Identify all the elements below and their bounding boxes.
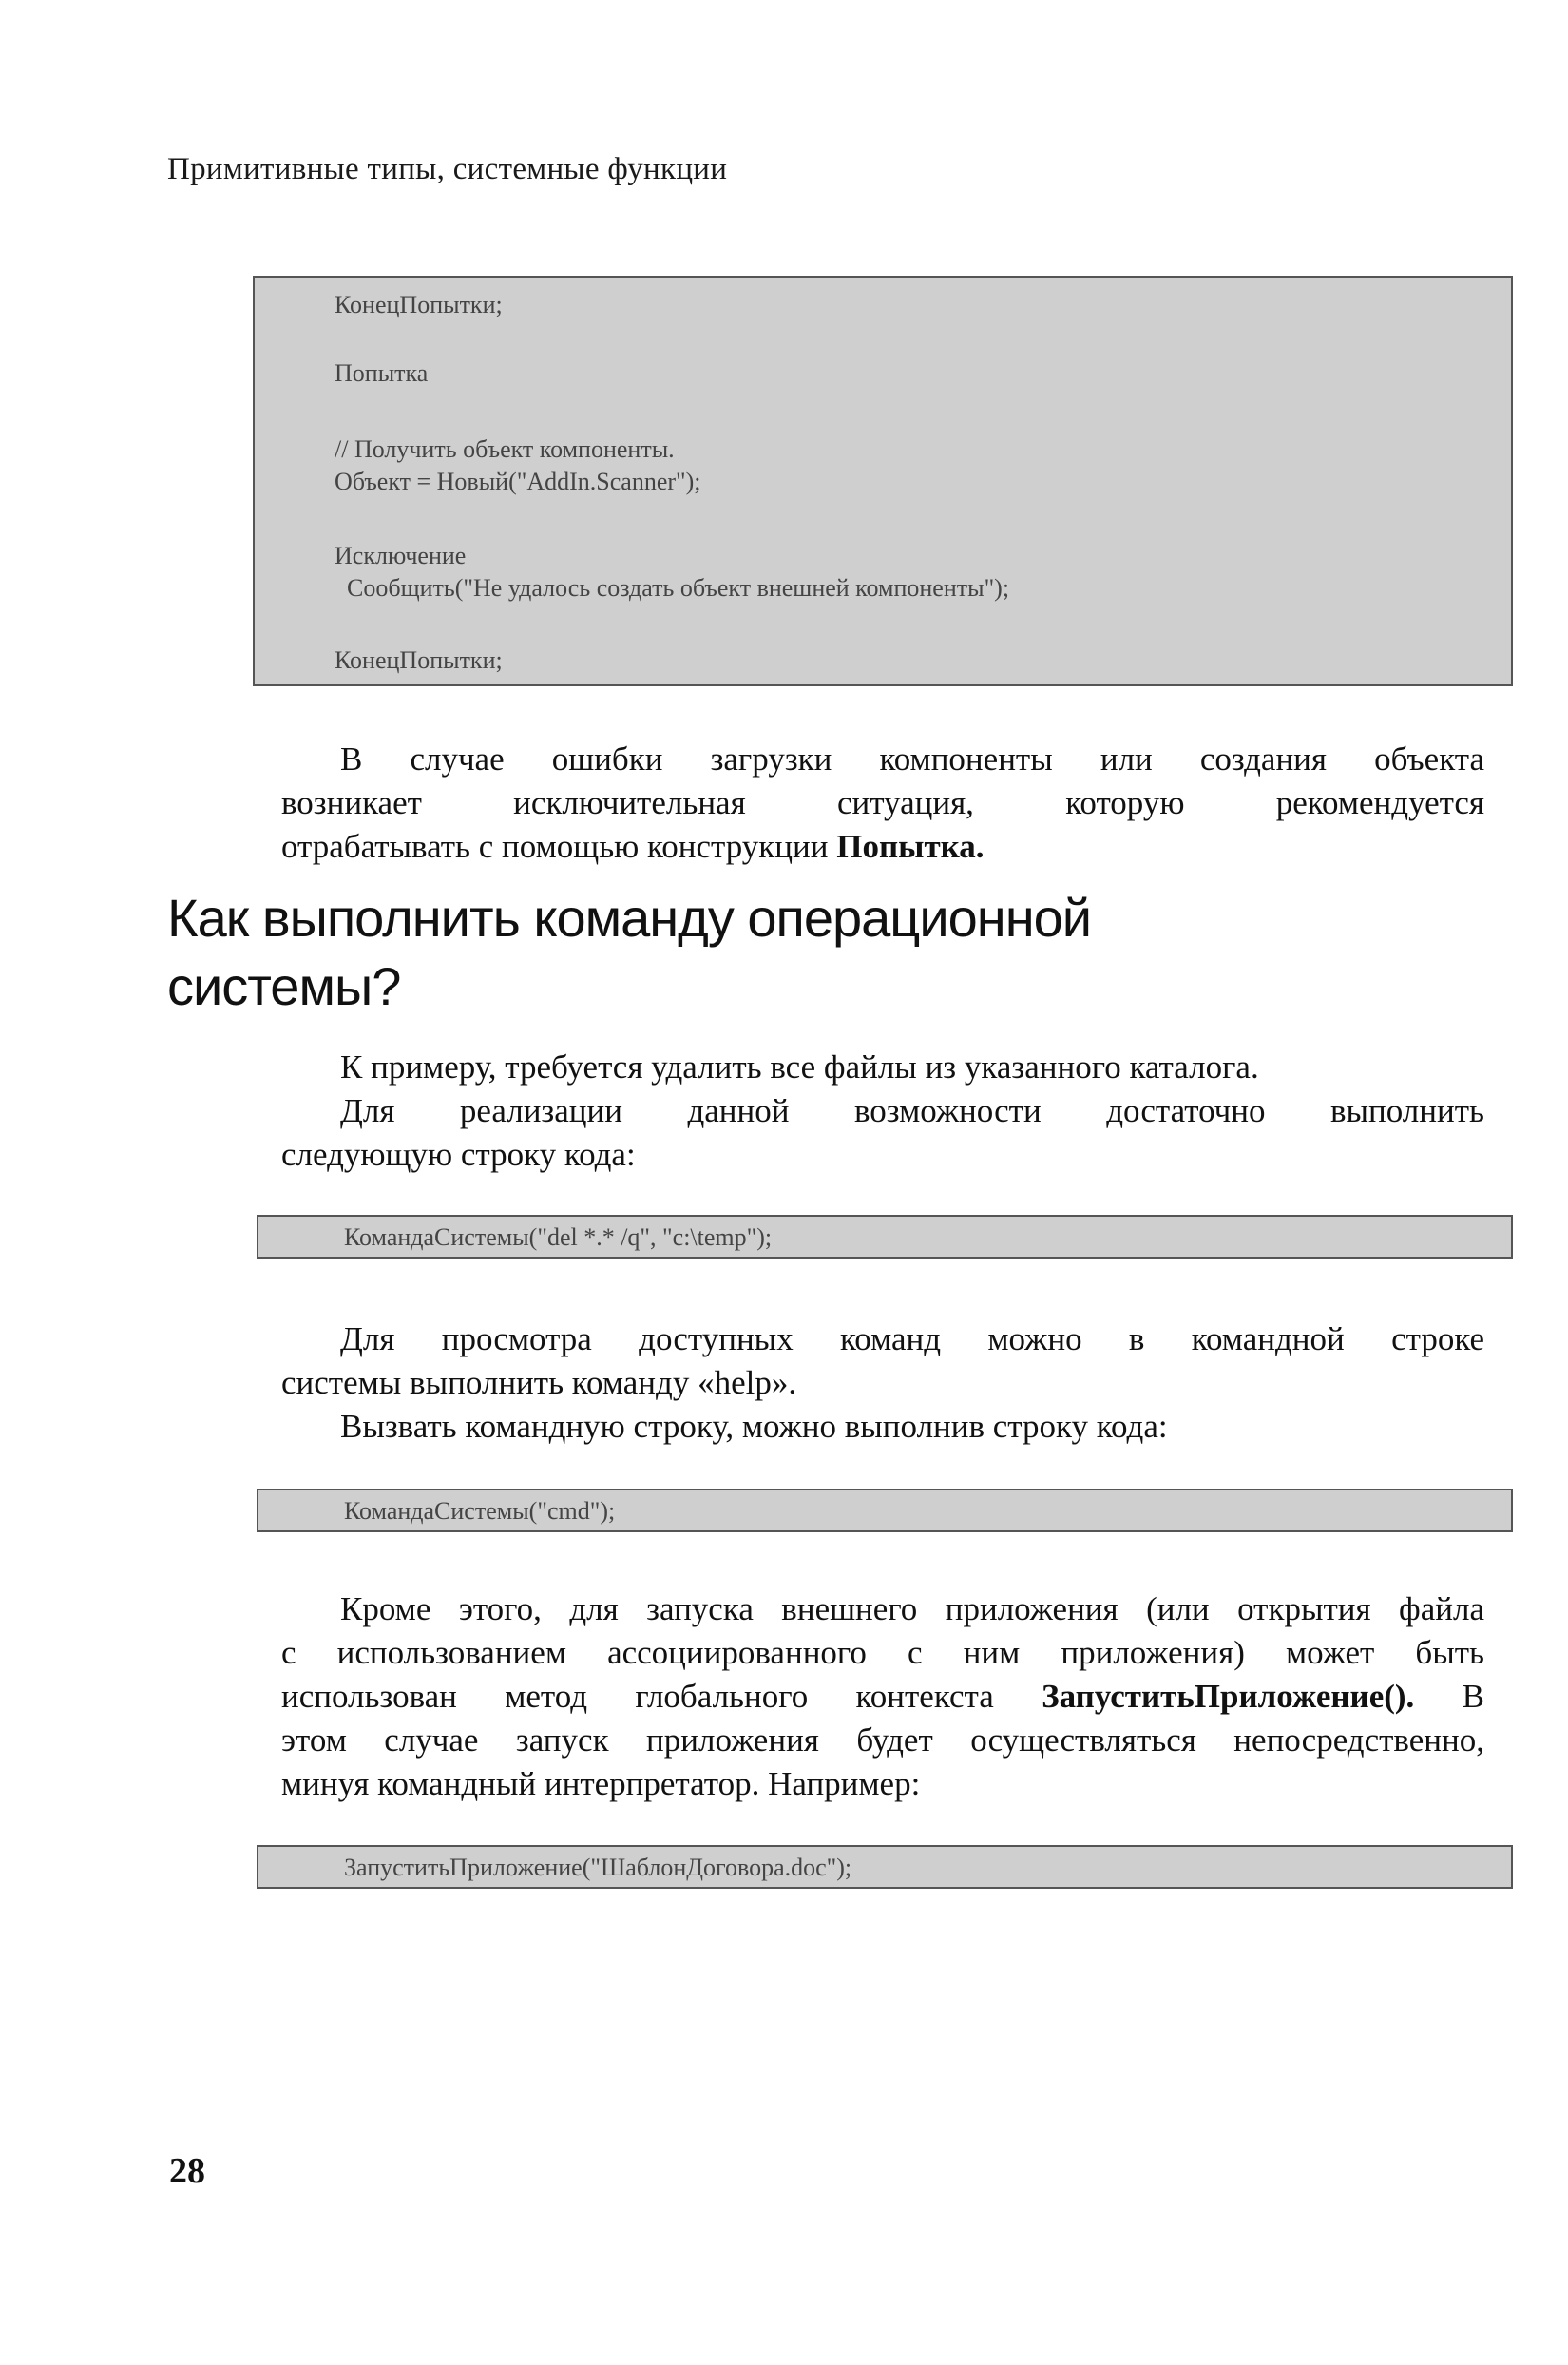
paragraph-exception-note <box>281 738 1484 869</box>
paragraph-line: следующую строку кода: <box>281 1136 636 1173</box>
paragraph-line: Для просмотра доступных команд можно в командной строке <box>340 1320 1484 1357</box>
paragraph-example-intro <box>281 1046 1484 1177</box>
paragraph-line: Кроме этого, для запуска внешнего приложения (или открытия файла <box>340 1590 1484 1627</box>
bold-term: ЗапуститьПриложение(). <box>1042 1678 1415 1715</box>
code-block-try-except <box>253 276 1513 686</box>
paragraph-line: системы выполнить команду «help». <box>281 1364 797 1401</box>
code-line: КонецПопытки; <box>335 646 503 674</box>
paragraph-line: с использованием ассоциированного с ним приложения) может быть <box>281 1634 1484 1671</box>
code-line: ЗапуститьПриложение("ШаблонДоговора.doc"); <box>344 1854 852 1881</box>
code-line: Сообщить("Не удалось создать объект внешней компоненты"); <box>335 574 1010 602</box>
paragraph-line: этом случае запуск приложения будет осуществляться непосредственно, <box>281 1721 1484 1759</box>
heading-line: Как выполнить команду операционной <box>167 888 1092 948</box>
running-header: Примитивные типы, системные функции <box>167 152 728 186</box>
paragraph-help-command <box>281 1317 1484 1449</box>
bold-term: Попытка. <box>836 828 985 865</box>
code-line: Попытка <box>335 359 429 387</box>
code-block-cmd-command <box>257 1489 1513 1532</box>
paragraph-line: Для реализации данной возможности достаточно выполнить <box>340 1092 1484 1129</box>
paragraph-line: Вызвать командную строку, можно выполнив строку кода: <box>340 1408 1168 1445</box>
code-line: КонецПопытки; <box>335 291 503 318</box>
code-block-run-app <box>257 1845 1513 1889</box>
heading-line: системы? <box>167 956 401 1016</box>
paragraph-run-application <box>281 1587 1484 1806</box>
code-block-del-command <box>257 1215 1513 1259</box>
page-number: 28 <box>169 2151 205 2191</box>
code-line: КомандаСистемы("del *.* /q", "c:\temp"); <box>344 1223 773 1251</box>
paragraph-line: В случае ошибки загрузки компоненты или создания объекта <box>340 740 1484 778</box>
paragraph-line: возникает исключительная ситуация, которую рекомендуется <box>281 784 1484 821</box>
code-line: Объект = Новый("AddIn.Scanner"); <box>335 468 701 495</box>
paragraph-line: минуя командный интерпретатор. Например: <box>281 1765 921 1802</box>
code-line: Исключение <box>335 542 467 569</box>
code-line: КомандаСистемы("cmd"); <box>344 1497 616 1525</box>
code-line: // Получить объект компоненты. <box>335 435 675 463</box>
paragraph-line: отрабатывать с помощью конструкции Попытка. <box>281 828 985 865</box>
paragraph-line: К примеру, требуется удалить все файлы из указанного каталога. <box>340 1048 1259 1086</box>
paragraph-line: использован метод глобального контекста ЗапуститьПриложение(). В <box>281 1678 1484 1715</box>
section-heading <box>167 884 1498 1021</box>
